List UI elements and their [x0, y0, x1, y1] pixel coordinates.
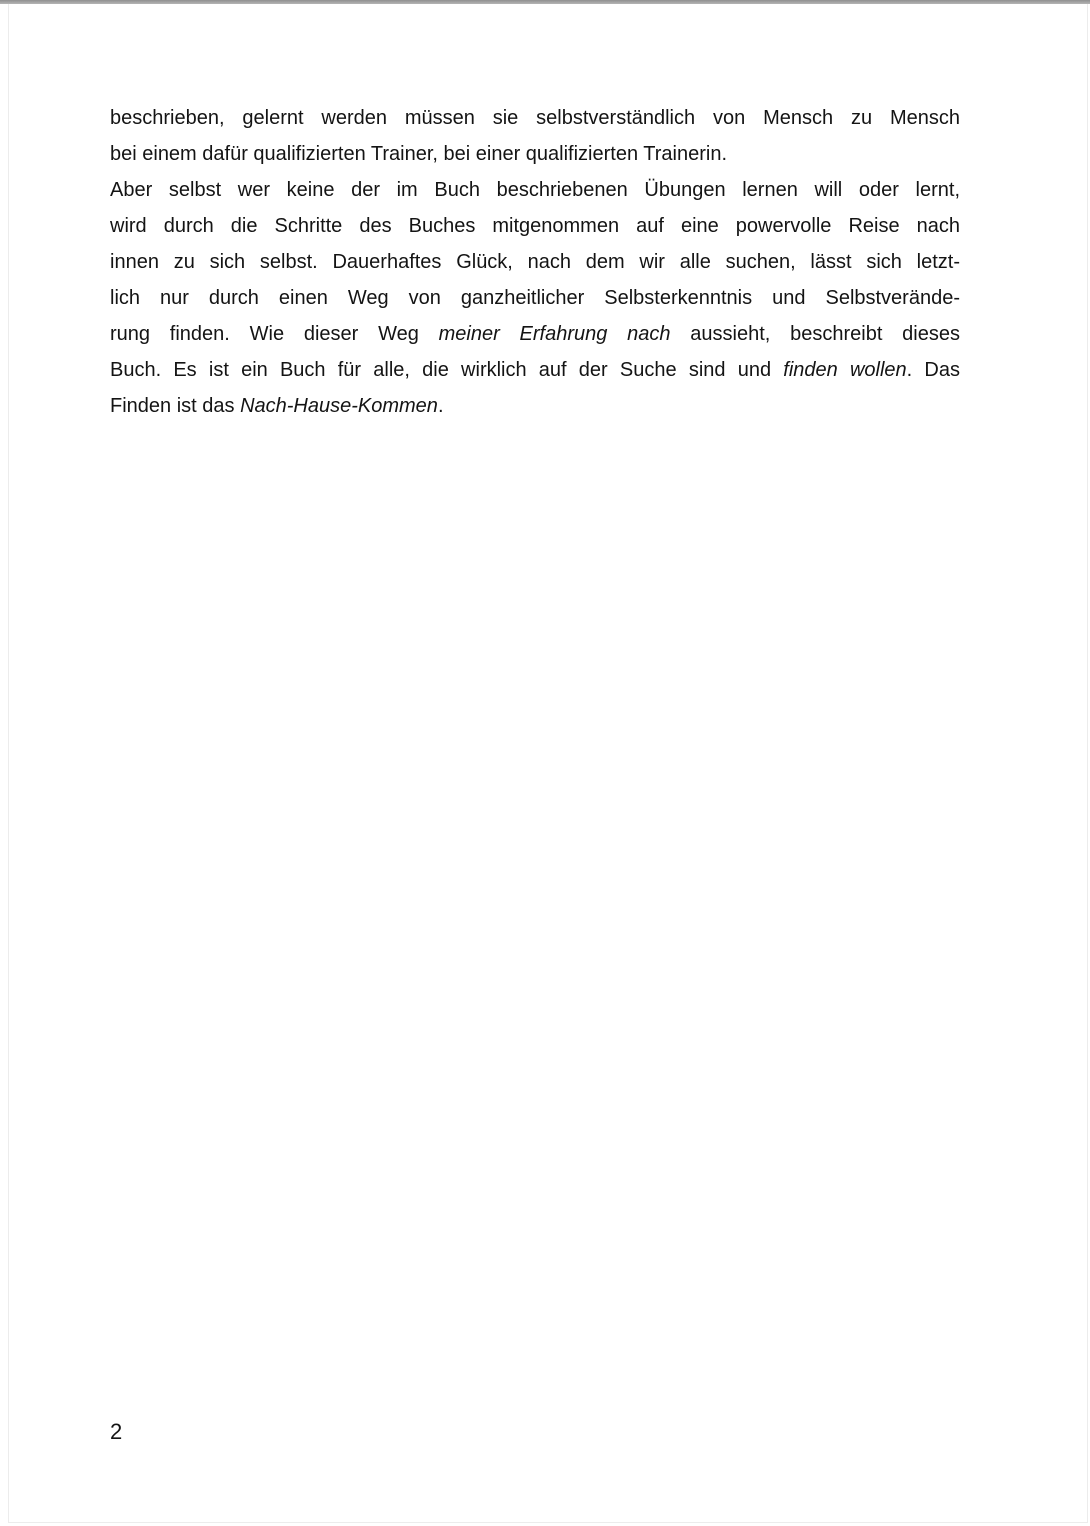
- text-segment: lich nur durch einen Weg von ganzheitlicher Selbsterkenntnis und Selbstverände-: [110, 287, 960, 309]
- text-line: [110, 280, 960, 316]
- text-segment: Aber selbst wer keine der im Buch beschriebenen Übungen lernen will oder lernt,: [110, 179, 960, 201]
- text-line: [110, 208, 960, 244]
- text-line: [110, 244, 960, 280]
- text-line: [110, 172, 960, 208]
- page-number: 2: [110, 1419, 123, 1444]
- text-segment: rung finden. Wie dieser Weg: [110, 323, 439, 345]
- text-segment: bei einem dafür qualifizierten Trainer, bei einer qualifizierten Trainerin.: [110, 143, 728, 165]
- text-segment: Finden ist das: [110, 395, 241, 417]
- text-segment: beschrieben, gelernt werden müssen sie selbstverständlich von Mensch zu Mensch: [110, 107, 960, 129]
- text-segment: wird durch die Schritte des Buches mitgenommen auf eine powervolle Reise nach: [110, 215, 960, 237]
- document-page: [8, 4, 1088, 1523]
- text-line: [110, 100, 960, 136]
- text-line: [110, 388, 960, 424]
- text-segment: Buch. Es ist ein Buch für alle, die wirklich auf der Suche sind und: [110, 359, 784, 381]
- emphasis-text: meiner Erfahrung nach: [438, 323, 671, 345]
- text-line: [110, 316, 960, 352]
- body-text: [110, 100, 960, 424]
- emphasis-text: finden wollen: [783, 359, 907, 381]
- text-segment: .: [437, 395, 444, 417]
- text-segment: . Das: [906, 359, 960, 381]
- text-segment: innen zu sich selbst. Dauerhaftes Glück, nach dem wir alle suchen, lässt sich letzt-: [110, 251, 960, 273]
- text-segment: aussieht, beschreibt dieses: [670, 323, 960, 345]
- emphasis-text: Nach-Hause-Kommen: [240, 395, 438, 417]
- text-line: [110, 352, 960, 388]
- text-line: [110, 136, 960, 172]
